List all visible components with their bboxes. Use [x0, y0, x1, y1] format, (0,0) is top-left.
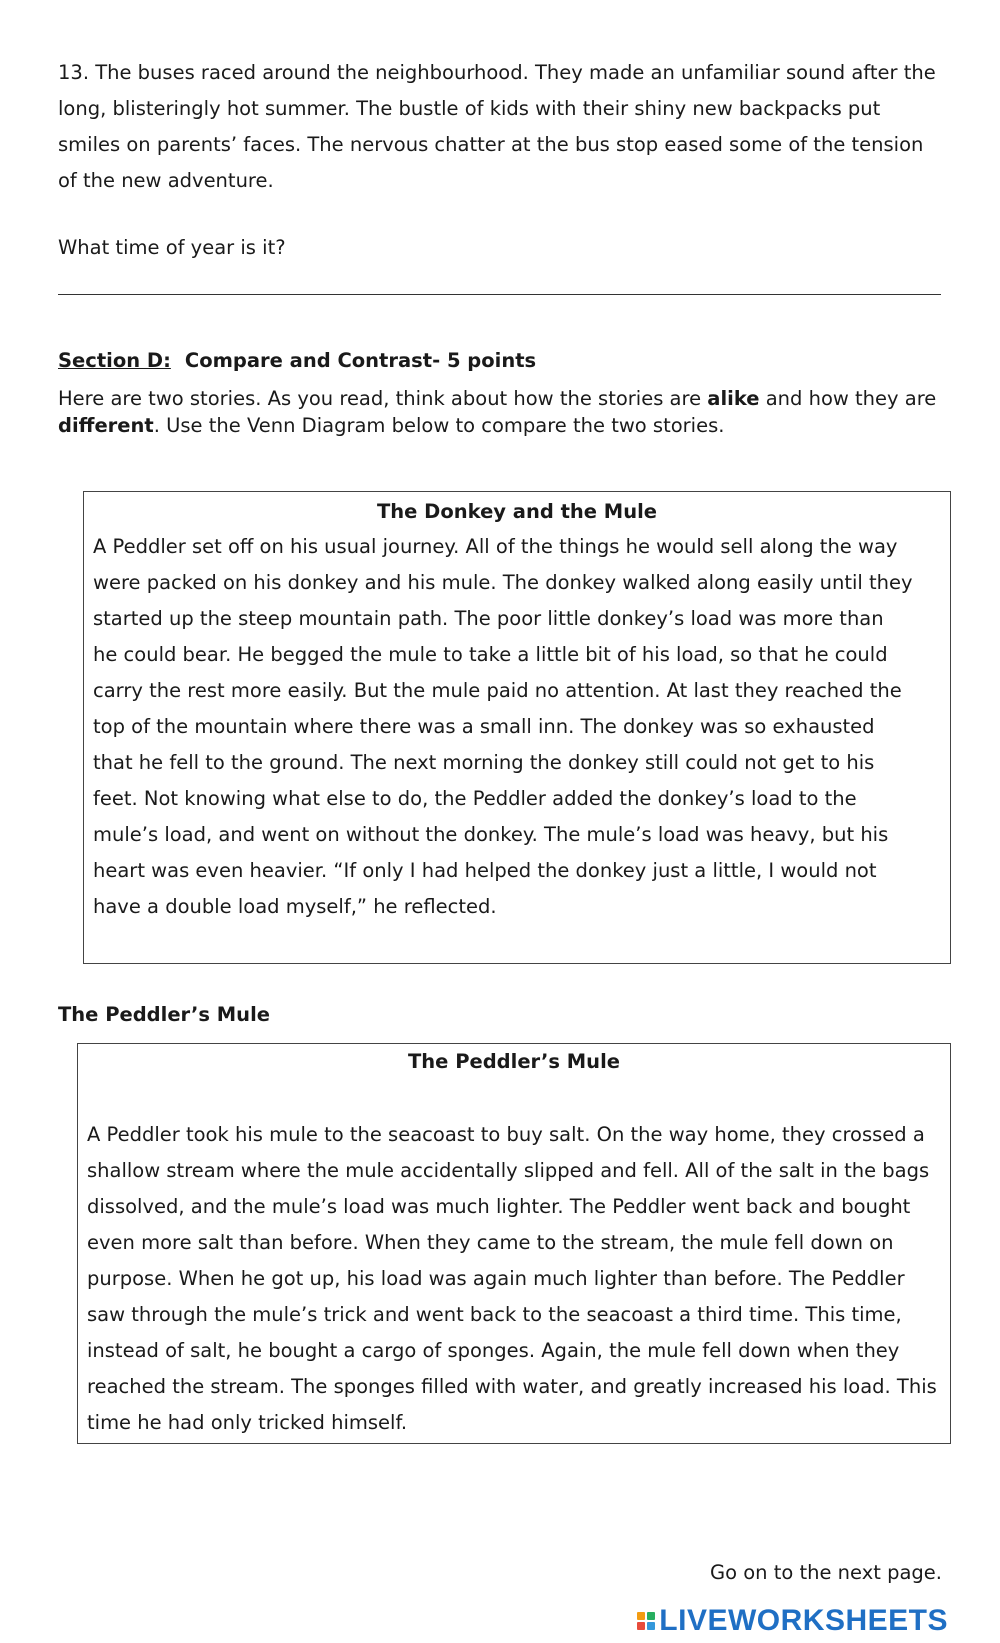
- intro-text-3: . Use the Venn Diagram below to compare the two stories.: [153, 414, 725, 437]
- section-title: Compare and Contrast- 5 points: [184, 349, 537, 372]
- liveworksheets-icon: [637, 1612, 655, 1630]
- logo-text: LIVEWORKSHEETS: [659, 1604, 948, 1637]
- story2-title: The Peddler’s Mule: [408, 1050, 620, 1073]
- story-box-donkey-and-mule: [83, 491, 951, 964]
- question-13-passage: 13. The buses raced around the neighbourhood. They made an unfamiliar sound after the long, blisteringly hot summer. The bustle of kids with their shiny new backpacks put smiles on parents’ faces. The nervous chatter at the bus stop eased some of the tension of the new adventure.: [58, 61, 936, 192]
- intro-text-2: and how they are: [759, 387, 937, 410]
- intro-bold-different: different: [58, 414, 154, 437]
- story2-label: The Peddler’s Mule: [58, 1003, 270, 1026]
- story-box-peddlers-mule: [77, 1043, 951, 1444]
- section-heading: [58, 346, 536, 376]
- section-instructions: [58, 385, 948, 439]
- intro-text-1: Here are two stories. As you read, think about how the stories are: [58, 387, 708, 410]
- section-label: Section D:: [58, 349, 171, 372]
- liveworksheets-logo: [637, 1605, 948, 1637]
- story1-body: A Peddler set off on his usual journey. All of the things he would sell along the way were packed on his donkey and his mule. The donkey walked along easily until they started up the steep mountain path. The poor little donkey’s load was more than he could bear. He begged the mule to take a little bit of his load, so that he could carry the rest more easily. But the mule paid no attention. At last they reached the top of the mountain where there was a small inn. The donkey was so exhausted that he fell to the ground. The next morning the donkey still could not get to his feet. Not knowing what else to do, the Peddler added the donkey’s load to the mule’s load, and went on without the donkey. The mule’s load was heavy, but his heart was even heavier. “If only I had helped the donkey just a little, I would not have a double load myself,” he reflected.: [93, 535, 913, 918]
- question-13-prompt: What time of year is it?: [58, 236, 286, 259]
- next-page-note: Go on to the next page.: [709, 1561, 942, 1584]
- story1-title: The Donkey and the Mule: [376, 500, 658, 523]
- answer-line[interactable]: [58, 294, 941, 295]
- story2-body: A Peddler took his mule to the seacoast to buy salt. On the way home, they crossed a shallow stream where the mule accidentally slipped and fell. All of the salt in the bags dissolved, and the mule’s load was much lighter. The Peddler went back and bought even more salt than before. When they came to the stream, the mule fell down on purpose. When he got up, his load was again much lighter than before. The Peddler saw through the mule’s trick and went back to the seacoast a third time. This time, instead of salt, he bought a cargo of sponges. Again, the mule fell down when they reached the stream. The sponges filled with water, and greatly increased his load. This time he had only tricked himself.: [87, 1123, 937, 1434]
- intro-bold-alike: alike: [707, 387, 760, 410]
